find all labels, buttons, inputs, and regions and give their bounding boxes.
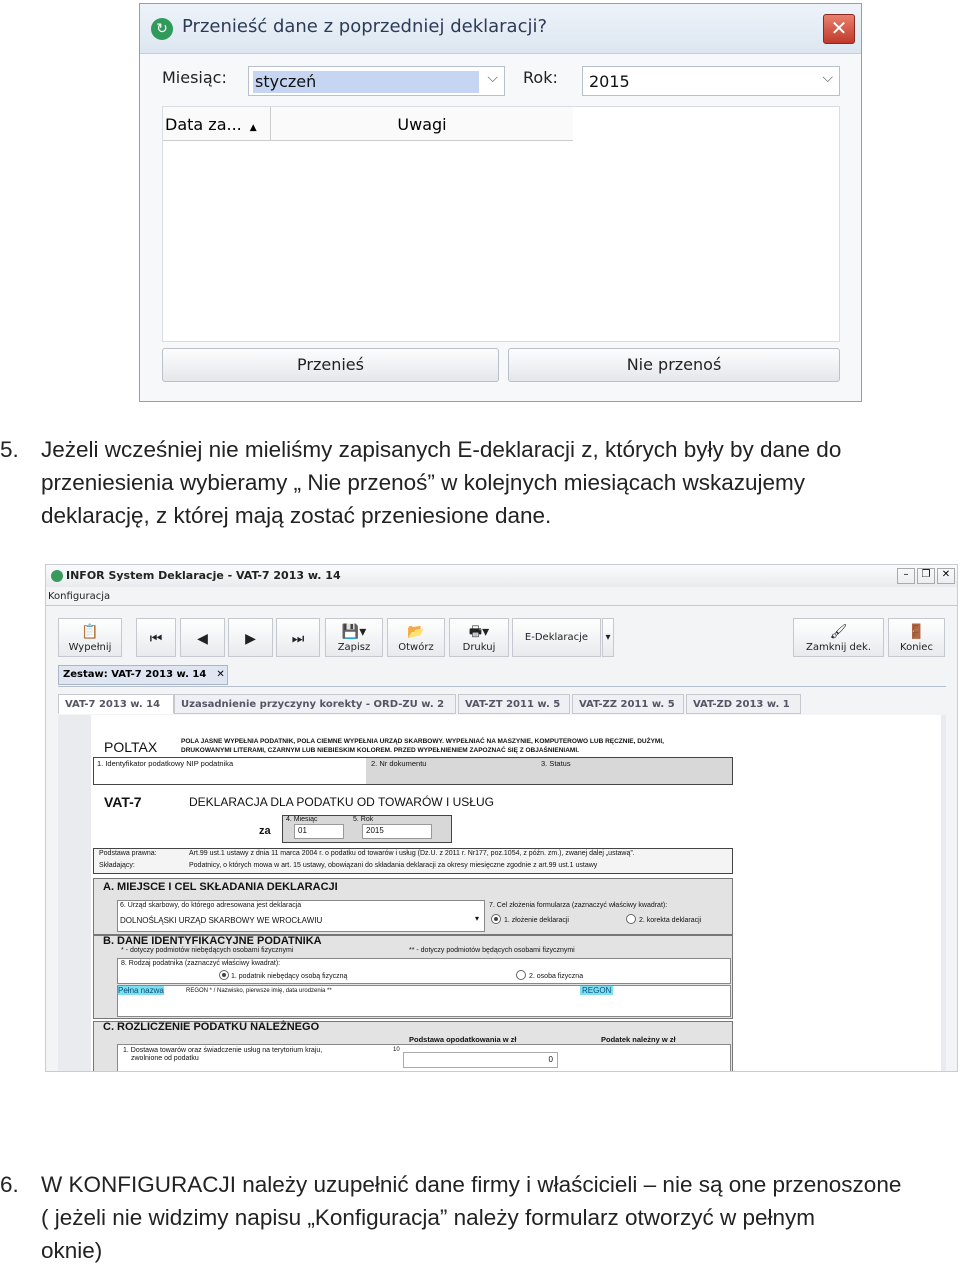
step-6-text: 6. W KONFIGURACJI należy uzupełnić dane firmy i właścicieli – nie są one przenoszone ( jeżeli nie widzimy napisu „Konfiguracja” należy formularz otworzyć w pełnym oknie) <box>0 1172 902 1263</box>
infor-app-window <box>45 564 958 1072</box>
vat7-title: VAT-7 <box>104 794 142 810</box>
divider <box>58 686 946 687</box>
declaration-title: DEKLARACJA DLA PODATKU OD TOWARÓW I USŁUG <box>189 795 494 809</box>
print-button[interactable]: 🖶▾ Drukuj <box>449 618 509 657</box>
tax-office-value: DOLNOŚLĄSKI URZĄD SKARBOWY WE WROCŁAWIU <box>120 916 323 925</box>
app-logo-icon <box>51 570 63 582</box>
col-tax: Podatek należny w zł <box>601 1035 676 1044</box>
save-button[interactable]: 💾▾ Zapisz <box>325 618 383 657</box>
chevron-down-icon: ⌵ <box>487 70 498 86</box>
info-icon: ↻ <box>151 18 173 40</box>
skip-first-icon: ⏮ <box>149 631 163 647</box>
row-1-label: 1. Dostawa towarów oraz świadczenie usług na terytorium kraju, <box>123 1047 323 1054</box>
month-label: 4. Miesiąc <box>286 816 318 823</box>
form-icon: 📋 <box>81 624 99 640</box>
chevron-down-icon: ⌵ <box>822 70 833 86</box>
note-2: ** - dotyczy podmiotów będących osobami fizycznymi <box>409 947 575 954</box>
tab-vat-zz[interactable]: VAT-ZZ 2011 w. 5 <box>572 694 684 714</box>
note-1: * - dotyczy podmiotów niebędących osobami fizycznymi <box>121 947 294 954</box>
kind-label: 8. Rodzaj podatnika (zaznaczyć właściwy kwadrat): <box>121 960 281 967</box>
year-select[interactable] <box>582 66 840 96</box>
year-field[interactable]: 2015 <box>362 824 432 839</box>
basis-label: Podstawa prawna: <box>99 850 157 857</box>
exit-button[interactable]: 🚪 Koniec <box>888 618 945 657</box>
close-declaration-button[interactable]: 🖌 Zamknij dek. <box>793 618 884 657</box>
warning-line-2: DRUKOWANYMI LITERAMI, CZARNYM LUB NIEBIESKIM KOLOREM. PRZED WYPEŁNIENIEM ZAPOZNAĆ SIĘ Z OBJAŚNIENIAMI. <box>181 747 579 754</box>
app-title-bar: INFOR System Deklaracje - VAT-7 2013 w. 14 <box>46 565 957 587</box>
goal-option-1: 1. złożenie deklaracji <box>504 917 569 924</box>
full-name-tag: Pełna nazwa <box>118 986 164 995</box>
month-label: Miesiąc: <box>162 68 227 87</box>
transfer-button[interactable]: Przenieś <box>162 348 499 382</box>
door-icon: 🚪 <box>907 624 926 640</box>
tab-vat-zt[interactable]: VAT-ZT 2011 w. 5 <box>458 694 570 714</box>
kind-option-2: 2. osoba fizyczna <box>529 973 584 980</box>
year-value: 2015 <box>589 72 630 91</box>
menu-konfiguracja[interactable]: Konfiguracja <box>48 591 111 602</box>
goal-label: 7. Cel złożenia formularza (zaznaczyć właściwy kwadrat): <box>489 902 668 909</box>
first-button[interactable] <box>136 618 176 657</box>
fill-button[interactable]: 📋 Wypełnij <box>58 618 122 657</box>
month-select[interactable] <box>248 66 505 96</box>
next-icon: ▶ <box>245 631 256 647</box>
goal-radio-1[interactable] <box>491 914 501 924</box>
filers-text: Podatnicy, o których mowa w art. 15 ustawy, obowiązani do składania deklaracji za okresy miesięczne zgodnie z art.99 ust.1 ustawy <box>189 862 598 869</box>
no-transfer-button[interactable]: Nie przenoś <box>508 348 840 382</box>
nip-label: 1. Identyfikator podatkowy NIP podatnika <box>97 759 234 768</box>
divider <box>46 605 957 606</box>
vat7-form <box>91 715 941 1072</box>
field-10-label: 10 <box>393 1047 400 1053</box>
year-label: Rok: <box>523 68 558 87</box>
e-declarations-button[interactable]: E-Deklaracje <box>512 618 601 657</box>
section-a-title: A. MIEJSCE I CEL SKŁADANIA DEKLARACJI <box>103 881 338 893</box>
regon-hint: REGON * / Nazwisko, pierwsze imię, data urodzenia ** <box>186 988 332 994</box>
month-field[interactable]: 01 <box>294 824 344 839</box>
more-dropdown[interactable]: ▾ <box>602 618 614 657</box>
section-c-title: C. ROZLICZENIE PODATKU NALEŻNEGO <box>103 1021 320 1033</box>
dialog-title: Przenieść dane z poprzedniej deklaracji? <box>182 16 548 37</box>
last-button[interactable] <box>276 618 320 657</box>
next-button[interactable] <box>228 618 273 657</box>
dialog-title-bar <box>140 4 861 54</box>
status-label: 3. Status <box>541 759 571 768</box>
row-1-label-b: zwolnione od podatku <box>131 1055 199 1062</box>
goal-option-2: 2. korekta deklaracji <box>639 917 702 924</box>
printer-icon: 🖶▾ <box>468 624 490 640</box>
declarations-grid[interactable] <box>162 106 840 342</box>
tab-ord-zu[interactable]: Uzasadnienie przyczyny korekty - ORD-ZU w. 2 <box>174 694 456 714</box>
month-value: styczeń <box>253 71 479 93</box>
tab-vat-zd[interactable]: VAT-ZD 2013 w. 1 <box>686 694 801 714</box>
basis-text: Art.99 ust.1 ustawy z dnia 11 marca 2004 r. o podatku od towarów i usług (Dz.U. z 2011 r. Nr177, poz.1054, z późn. zm.), zwanej dalej „ustawą”. <box>189 850 635 857</box>
column-header-notes[interactable]: Uwagi <box>397 115 447 134</box>
tab-vat7[interactable]: VAT-7 2013 w. 14 <box>58 694 174 714</box>
sort-asc-icon: ▲ <box>249 123 257 133</box>
col-base: Podstawa opodatkowania w zł <box>409 1035 517 1044</box>
tax-office-label: 6. Urząd skarbowy, do którego adresowana jest deklaracja <box>120 902 302 909</box>
open-button[interactable]: 📂 Otwórz <box>387 618 445 657</box>
warning-line-1: POLA JASNE WYPEŁNIA PODATNIK, POLA CIEMNE WYPEŁNIA URZĄD SKARBOWY. WYPEŁNIAĆ NA MASZYNIE, KOMPUTEROWO LUB RĘCZNIE, DUŻYMI, <box>181 738 664 745</box>
close-window-button[interactable]: ✕ <box>937 568 955 584</box>
kind-radio-1[interactable] <box>219 970 229 980</box>
field-10-input[interactable]: 0 <box>403 1052 558 1068</box>
step-5-text: 5. Jeżeli wcześniej nie mieliśmy zapisanych E-deklaracji z, których były by dane do przeniesienia wybieramy „ Nie przenoś” w kolejnych miesiącach wskazujemy deklarację, z której mają zostać przeniesione dane. <box>0 437 842 528</box>
doc-number-label: 2. Nr dokumentu <box>371 759 427 768</box>
kind-option-1: 1. podatnik niebędący osobą fizyczną <box>231 973 348 980</box>
year-label: 5. Rok <box>353 816 374 823</box>
section-b-title: B. DANE IDENTYFIKACYJNE PODATNIKA <box>103 935 322 947</box>
column-header-date[interactable]: Data za... ▲ <box>163 107 271 141</box>
goal-radio-2[interactable] <box>626 914 636 924</box>
maximize-button[interactable]: ❐ <box>917 568 935 584</box>
prev-icon: ◀ <box>197 631 208 647</box>
floppy-icon: 💾▾ <box>341 624 367 640</box>
prev-button[interactable] <box>180 618 225 657</box>
poltax-label: POLTAX <box>104 739 158 755</box>
set-tab[interactable]: Zestaw: VAT-7 2013 w. 14 ✕ <box>58 665 228 685</box>
chevron-down-icon[interactable]: ▾ <box>475 914 480 923</box>
za-label: za <box>259 825 271 837</box>
close-icon[interactable]: ✕ <box>216 669 225 680</box>
filers-label: Składający: <box>99 862 135 869</box>
minimize-button[interactable]: – <box>897 568 915 584</box>
regon-tag: REGON <box>582 986 612 995</box>
folder-icon: 📂 <box>407 624 425 640</box>
brush-icon: 🖌 <box>829 624 848 640</box>
transfer-dialog <box>139 3 862 402</box>
grid-header <box>163 107 573 141</box>
close-button[interactable]: ✕ <box>823 14 855 44</box>
skip-last-icon: ⏭ <box>291 631 305 647</box>
kind-radio-2[interactable] <box>516 970 526 980</box>
